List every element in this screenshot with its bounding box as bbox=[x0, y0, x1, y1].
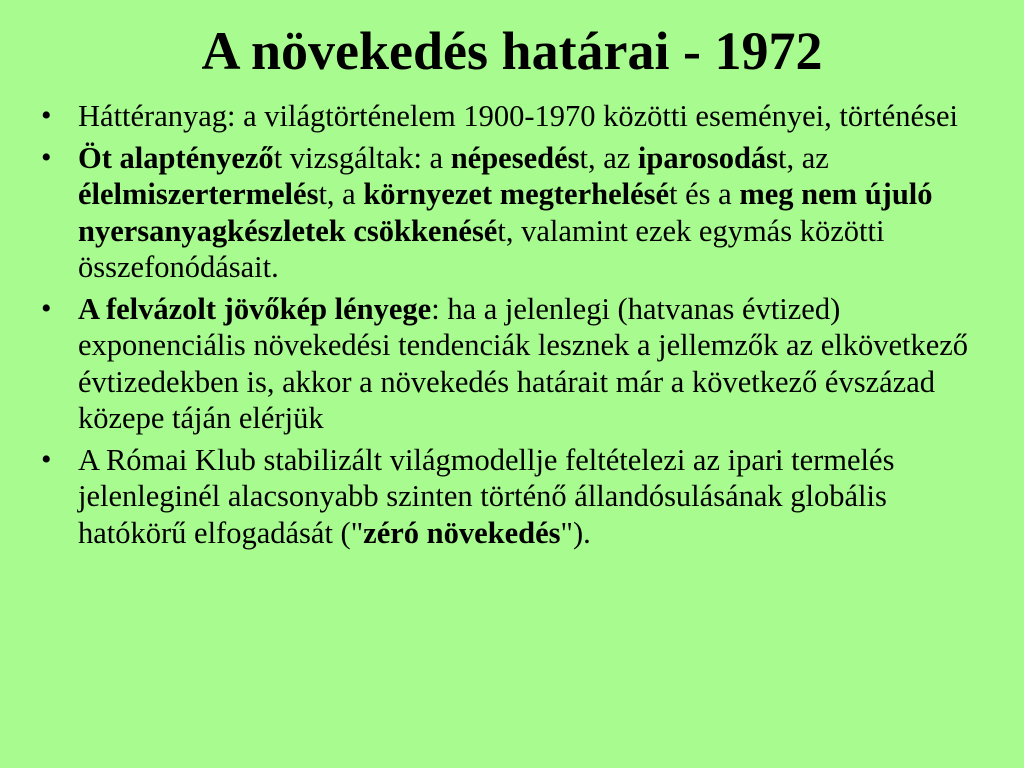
text-run: t, az bbox=[579, 140, 638, 175]
text-run: t, a bbox=[318, 177, 364, 211]
text-run: Háttéranyag: a világtörténelem 1900-1970 közötti eseményei, történései bbox=[78, 99, 958, 133]
bullet-item bbox=[38, 98, 978, 135]
bullet-marker: • bbox=[41, 291, 52, 325]
bullet-item bbox=[38, 291, 978, 437]
bold-text-run: zéró növekedés bbox=[363, 515, 561, 550]
bullet-text bbox=[78, 99, 958, 133]
bold-text-run: Öt alaptényező bbox=[78, 140, 274, 175]
bold-text-run: élelmiszertermelés bbox=[78, 177, 319, 211]
bullet-text bbox=[78, 141, 933, 285]
text-run: : ha a jelenlegi (hatvanas évtized) exponenciális növekedési tendenciák lesznek a jellemzők az elkövetkező évtizedekben is, akkor a növekedés határait már a következő évszázad közepe táján elérjük bbox=[78, 291, 969, 435]
bullet-marker: • bbox=[41, 442, 52, 476]
text-run: "). bbox=[560, 515, 591, 550]
bullet-item bbox=[38, 140, 978, 286]
bold-text-run: környezet megterhelésé bbox=[363, 177, 670, 211]
text-run: t vizsgáltak: a bbox=[273, 140, 451, 175]
text-run: t, valamint ezek egymás közötti összefonódásait. bbox=[78, 213, 885, 284]
text-run: t és a bbox=[669, 177, 740, 211]
text-run: t, az bbox=[778, 140, 829, 175]
bullet-marker: • bbox=[41, 99, 52, 132]
bold-text-run: meg nem újuló nyersanyagkészletek csökkenésé bbox=[78, 177, 933, 248]
bullet-list bbox=[38, 98, 978, 556]
bullet-text bbox=[78, 443, 894, 550]
text-run: A Római Klub stabilizált világmodellje feltételezi az ipari termelés jelenleginél alacsonyabb szinten történő állandósulásának globális hatókörű elfogadását (" bbox=[78, 442, 895, 550]
slide-title: A növekedés határai - 1972 bbox=[201, 21, 823, 81]
bullet-item bbox=[38, 442, 978, 552]
bold-text-run: iparosodás bbox=[637, 140, 779, 175]
bold-text-run: A felvázolt jövőkép lényege bbox=[78, 291, 432, 326]
bullet-marker: • bbox=[41, 140, 52, 174]
bold-text-run: népesedés bbox=[450, 140, 580, 175]
bullet-text bbox=[78, 292, 968, 436]
